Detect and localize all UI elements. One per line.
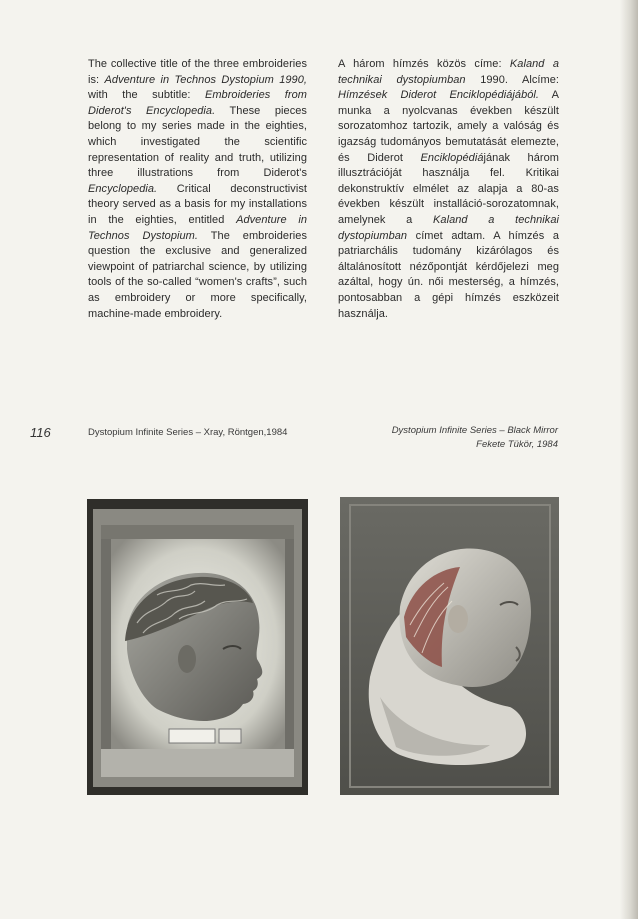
text-run: címet adtam. A hímzés a patriarchális tudomány kizárólagos és általánosított nézőpontját kérdőjelezi meg azáltal, hogy ún. női mesterség, a hímzés, pontosabban a gépi hímzés eszközeit használja. [338, 229, 559, 320]
text-run: The collective title of the three embroideries is: [88, 58, 307, 86]
photo-black-mirror-image [340, 497, 559, 795]
english-text-column [88, 57, 307, 322]
text-run: A munka a nyolcvanas években készült sorozatomhoz tartozik, amely a valóság és igazság tudományos bemutatását elemezte, és Diderot [338, 89, 559, 164]
caption-xray: Dystopium Infinite Series – Xray, Röntgen,1984 [88, 427, 288, 438]
text-run: jának három illusztrációját használja fel. Kritikai dekonstruktív elmélet az alapja a 80-as években készült installáció-sorozatomnak, amelynek a [338, 151, 559, 226]
italic-text-run: Encyclopedia. [88, 182, 158, 195]
italic-text-run: Enciklopédiá [420, 151, 484, 164]
italic-text-run: Adventure in Technos Dystopium. [88, 213, 307, 242]
text-run: with the subtitle: [88, 89, 205, 102]
caption-black-mirror [318, 424, 558, 452]
photo-black-mirror-embroidery [340, 497, 559, 795]
text-run: The embroideries question the exclusive and generalized viewpoint of patriarchal science, by utilizing tools of the so-called “women's crafts”, such as embroidery or more specifically, machine-made embroidery. [88, 229, 307, 320]
italic-text-run: Embroideries from Diderot's Encyclopedia. [88, 89, 307, 117]
italic-text-run: Adventure in Technos Dystopium 1990, [104, 73, 307, 86]
caption-black-mirror-line1: Dystopium Infinite Series – Black Mirror [391, 425, 558, 436]
text-run: Critical deconstructivist theory served as a basis for my installations in the eighties, entitled [88, 182, 307, 226]
hungarian-paragraph [338, 57, 559, 322]
photo-xray-embroidery [87, 499, 308, 795]
italic-text-run: Kaland a technikai dystopiumban [338, 58, 560, 86]
caption-black-mirror-line2: Fekete Tükör, 1984 [476, 439, 558, 450]
italic-text-run: Hímzések Diderot Enciklopédiájából. [338, 89, 540, 102]
book-binding-shadow [620, 0, 638, 919]
text-run: 1990. Alcíme: [465, 73, 560, 86]
page-number: 116 [30, 425, 51, 440]
text-run: These pieces belong to my series made in the eighties, which investigated the scientific representation of reality and truth, utilizing three illustrations from Diderot's [88, 104, 307, 180]
text-run: A három hímzés közös címe: [338, 58, 510, 70]
photo-xray-image [87, 499, 308, 795]
english-paragraph [88, 57, 307, 322]
italic-text-run: Kaland a technikai dystopiumban [338, 213, 559, 242]
hungarian-text-column [338, 57, 559, 322]
